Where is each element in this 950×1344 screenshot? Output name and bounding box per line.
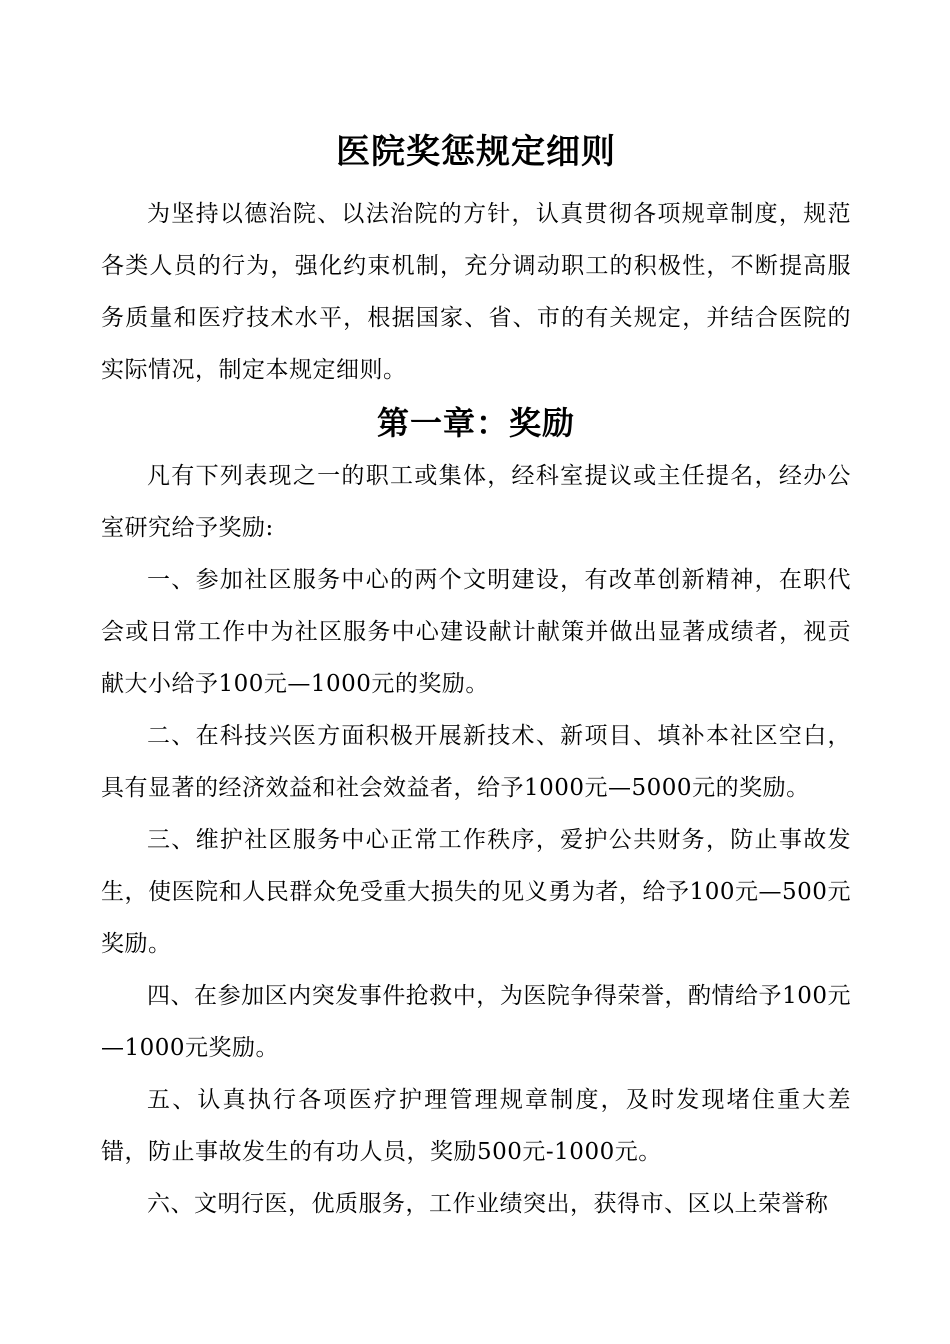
document-title: 医院奖惩规定细则 [336,132,616,172]
document-body [101,118,851,1230]
reward-item-3: 三、维护社区服务中心正常工作秩序，爱护公共财务，防止事故发生，使医院和人民群众免受重大损失的见义勇为者，给予100元—500元奖励。 [101,827,851,957]
intro-paragraph: 为坚持以德治院、以法治院的方针，认真贯彻各项规章制度，规范各类人员的行为，强化约束机制，充分调动职工的积极性，不断提高服务质量和医疗技术水平，根据国家、省、市的有关规定，并结合医院的实际情况，制定本规定细则。 [101,201,851,383]
chapter-1-intro-paragraph: 凡有下列表现之一的职工或集体，经科室提议或主任提名，经办公室研究给予奖励: [101,463,851,541]
reward-item-2: 二、在科技兴医方面积极开展新技术、新项目、填补本社区空白，具有显著的经济效益和社会效益者，给予1000元—5000元的奖励。 [101,723,851,801]
reward-item-6: 六、文明行医，优质服务，工作业绩突出，获得市、区以上荣誉称 [147,1191,829,1217]
reward-item-5: 五、认真执行各项医疗护理管理规章制度，及时发现堵住重大差错，防止事故发生的有功人员，奖励500元-1000元。 [101,1087,851,1165]
chapter-1-heading: 第一章：奖励 [376,404,575,442]
reward-item-4: 四、在参加区内突发事件抢救中，为医院争得荣誉，酌情给予100元—1000元奖励。 [101,983,851,1061]
reward-item-1: 一、参加社区服务中心的两个文明建设，有改革创新精神，在职代会或日常工作中为社区服务中心建设献计献策并做出显著成绩者，视贡献大小给予100元—1000元的奖励。 [101,567,851,697]
